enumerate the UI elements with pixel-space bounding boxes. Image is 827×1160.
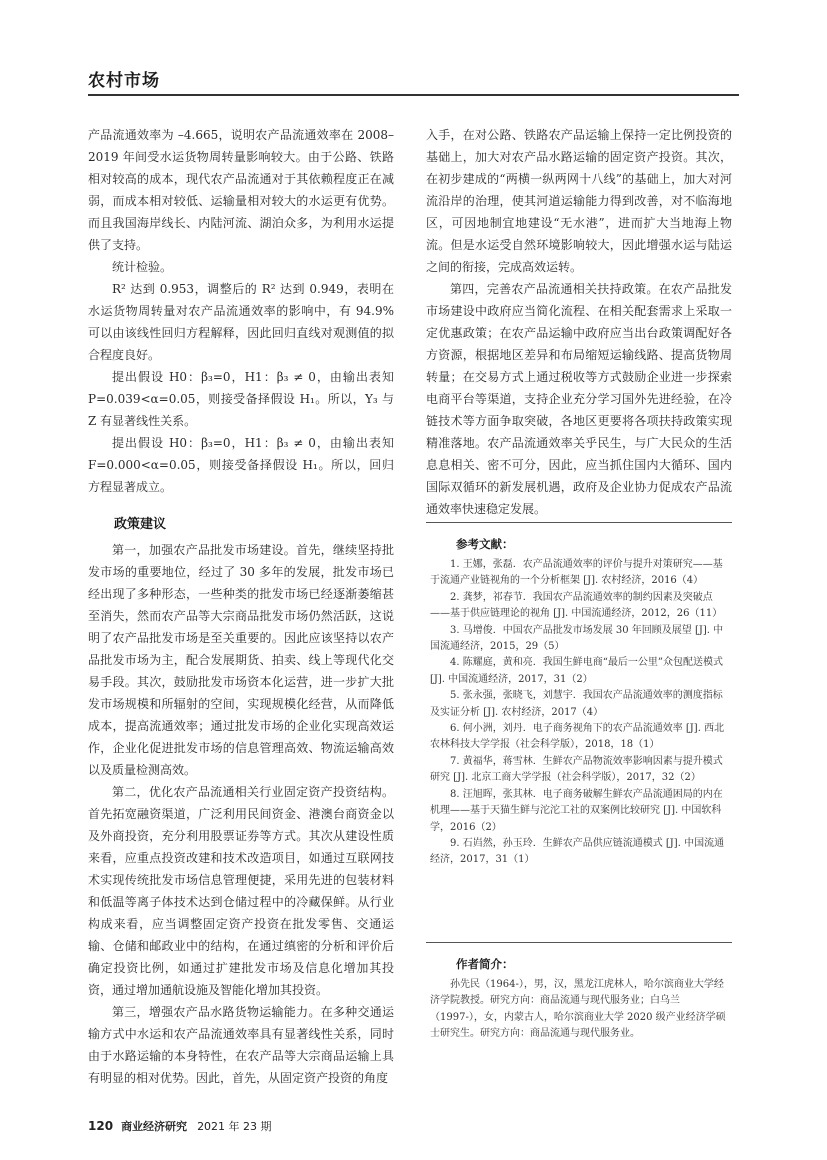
page-footer: [88, 1118, 272, 1134]
reference-item: 8. 汪旭晖，张其林．电子商务破解生鲜农产品流通困局的内在机理——基于天猫生鲜与沱沱工社的双案例比较研究 [J]. 中国软科学，2016（2）: [430, 788, 723, 833]
reference-item: 2. 龚梦，祁春节．我国农产品流通效率的制约因素及突破点——基于供应链理论的视角 [J]. 中国流通经济，2012，26（11）: [430, 591, 723, 620]
reference-item: 1. 王娜，张磊．农产品流通效率的评价与提升对策研究——基于流通产业链视角的一个分析框架 [J]. 农村经济，2016（4）: [430, 559, 723, 587]
reference-item: 9. 石岿然，孙玉玲．生鲜农产品供应链流通模式 [J]. 中国流通经济，2017，31（1）: [430, 837, 725, 866]
page-number: 120: [88, 1119, 114, 1133]
left-column: [88, 124, 394, 1089]
reference-item: 5. 张永强，张晓飞，刘慧宇．我国农产品流通效率的测度指标及实证分析 [J]. 农村经济，2017（4）: [430, 690, 723, 718]
paragraph: 第三，增强农产品水路货物运输能力。在多种交通运输方式中水运和农产品流通效率具有显著线性关系，同时由于水路运输的本身特性，在农产品等大宗商品运输上具有明显的相对优势。因此，首先，从固定资产投资的角度: [88, 1005, 394, 1085]
right-column: [426, 124, 732, 520]
author-text: 孙先民（1964-），男，汉，黑龙江虎林人，哈尔滨商业大学经济学院教授。研究方向：商品流通与现代服务业；白乌兰（1997-），女，内蒙古人，哈尔滨商业大学 2020 级产业经济学硕士研究生。研究方向：商品流通与现代服务业。: [430, 979, 726, 1040]
reference-item: 3. 马增俊．中国农产品批发市场发展 30 年回顾及展望 [J]. 中国流通经济，2015，29（5）: [430, 624, 724, 653]
references-heading: 参考文献：: [456, 537, 514, 551]
journal-name: 商业经济研究: [121, 1120, 188, 1133]
references-list: [426, 557, 732, 869]
reference-item: 6. 何小洲，刘丹．电子商务视角下的农产品流通效率 [J]. 西北农林科技大学学报（社会科学版），2018，18（1）: [430, 723, 725, 751]
paragraph: 第二，优化农产品流通相关行业固定资产投资结构。首先拓宽融资渠道，广泛利用民间资金、港澳台商资金以及外商投资，充分利用股票证券等方式。其次从建设性质来看，应重点投资改建和技术改造项目，如通过互联网技术实现传统批发市场信息管理便捷，采用先进的包装材料和低温等离子体技术达到仓储过程中的冷藏保鲜。从行业构成来看，应当调整固定资产投资在批发零售、交通运输、仓储和邮政业中的结构，在通过缜密的分析和评价后确定投资比例，如通过扩建批发市场及信息化增加其投资，通过增加通航设施及智能化增加其投资。: [88, 785, 394, 997]
author-box: [426, 942, 732, 1043]
paragraph: 入手，在对公路、铁路农产品运输上保持一定比例投资的基础上，加大对农产品水路运输的固定资产投资。其次，在初步建成的“两横一纵两网十八线”的基础上，加大对河流沿岸的治理，使其河道运输能力得到改善，对不临海地区，可因地制宜地建设“无水港”，进而扩大当地海上物流。但是水运受自然环境影响较大，因此增强水运与陆运之间的衔接，完成高效运转。: [426, 128, 732, 274]
reference-item: 4. 陈耀庭，黄和亮．我国生鲜电商“最后一公里”众包配送模式 [J]. 中国流通经济，2017，31（2）: [430, 657, 723, 685]
paragraph: 提出假设 H0：β₃=0，H1：β₃ ≠ 0，由输出表知 P=0.039<α=0.05，则接受备择假设 H₁。所以，Y₃ 与 Z 有显著线性关系。: [88, 370, 394, 428]
paragraph: 统计检验。: [112, 260, 173, 274]
policy-heading: 政策建议: [114, 517, 167, 532]
paragraph: 第一，加强农产品批发市场建设。首先，继续坚持批发市场的重要地位，经过了 30 多年的发展，批发市场已经出现了多种形态，一些种类的批发市场已经逐渐萎缩甚至消失，然而农产品等大宗商品批发市场仍然活跃，这说明了农产品批发市场是至关重要的。因此应该坚持以农产品批发市场为主，配合发展期货、拍卖、线上等现代化交易手段。其次，鼓励批发市场资本化运营，进一步扩大批发市场规模和所辐射的空间，实现规模化经营，从而降低成本，提高流通效率；通过批发市场的企业化实现高效运作，企业化促进批发市场的信息管理高效、物流运输高效以及质量检测高效。: [88, 543, 394, 777]
section-header-title: 农村市场: [88, 71, 160, 91]
paragraph: 第四，完善农产品流通相关扶持政策。在农产品批发市场建设中政府应当简化流程、在相关配套需求上采取一定优惠政策；在农产品运输中政府应当出台政策调配好各方资源，根据地区差异和布局缩短运输线路、提高货物周转量；在交易方式上通过税收等方式鼓励企业进一步探索电商平台等渠道，支持企业充分学习国外先进经验，在冷链技术等方面争取突破，各地区更要将各项扶持政策实现精准落地。农产品流通效率关乎民生，与广大民众的生活息息相关、密不可分，因此，应当抓住国内大循环、国内国际双循环的新发展机遇，政府及企业协力促成农产品流通效率快速稳定发展。: [426, 282, 732, 516]
header-rule: [88, 94, 739, 96]
journal-issue: 2021 年 23 期: [197, 1120, 272, 1133]
paragraph: 产品流通效率为 –4.665，说明农产品流通效率在 2008–2019 年间受水运货物周转量影响较大。由于公路、铁路相对较高的成本，现代农产品流通对于其依赖程度正在减弱，而成本相对较低、运输量相对较大的水运更有优势。而且我国海岸线长、内陆河流、湖泊众多，为利用水运提供了支持。: [88, 128, 394, 252]
reference-item: 7. 黄福华，蒋雪林．生鲜农产品物流效率影响因素与提升模式研究 [J]. 北京工商大学学报（社会科学版），2017，32（2）: [430, 755, 723, 784]
author-heading: 作者简介：: [456, 957, 514, 971]
paragraph: 提出假设 H0：β₃=0，H1：β₃ ≠ 0，由输出表知 F=0.000<α=0.05，则接受备择假设 H₁。所以，回归方程显著成立。: [88, 436, 394, 494]
references-top-rule: [426, 522, 732, 523]
paragraph: R² 达到 0.953，调整后的 R² 达到 0.949，表明在水运货物周转量对农产品流通效率的影响中，有 94.9% 可以由该线性回归方程解释，因此回归直线对观测值的拟合程度良好。: [88, 282, 394, 362]
author-top-rule: [426, 942, 732, 943]
references-box: [426, 522, 732, 869]
